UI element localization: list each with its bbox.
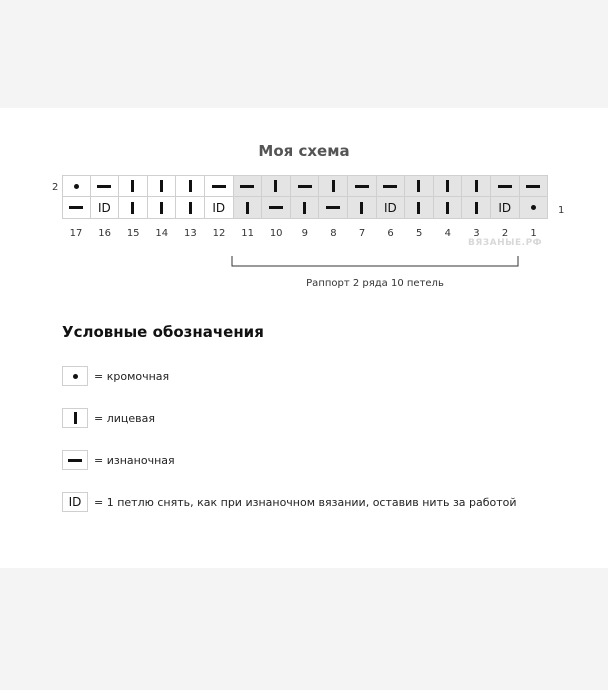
rapport-bracket (228, 254, 528, 274)
chart-title: Моя схема (258, 142, 350, 160)
column-number: 15 (126, 228, 140, 239)
legend-text: = лицевая (94, 411, 155, 425)
knit-stitch-symbol (446, 202, 449, 214)
chart-cell (234, 197, 263, 219)
watermark: ВЯЗАНЫЕ.РФ (468, 238, 543, 248)
chart-cell (348, 197, 377, 219)
slip-stitch-symbol: ID (68, 495, 82, 509)
chart-cell (462, 175, 491, 197)
purl-stitch-symbol (269, 206, 283, 209)
chart-cell (176, 197, 205, 219)
purl-stitch-symbol (97, 185, 111, 188)
legend-title: Условные обозначения (62, 323, 264, 341)
chart-cell (62, 175, 91, 197)
purl-stitch-symbol (355, 185, 369, 188)
knit-stitch-symbol (160, 202, 163, 214)
chart-cell (176, 175, 205, 197)
legend-symbol-box (62, 366, 88, 386)
knit-stitch-symbol (189, 202, 192, 214)
chart-cell (148, 175, 177, 197)
legend-symbol-box (62, 408, 88, 428)
legend-item (62, 366, 169, 386)
chart-cell (291, 175, 320, 197)
knit-stitch-symbol (189, 180, 192, 192)
chart-cell (491, 197, 520, 219)
purl-stitch-symbol (526, 185, 540, 188)
knit-stitch-symbol (360, 202, 363, 214)
row-number-right: 1 (558, 205, 565, 216)
column-number: 12 (212, 228, 226, 239)
knit-stitch-symbol (417, 180, 420, 192)
chart-cell (291, 197, 320, 219)
purl-stitch-symbol (68, 459, 82, 462)
column-number: 3 (473, 228, 480, 239)
knit-stitch-symbol (274, 180, 277, 192)
column-number: 2 (501, 228, 509, 239)
legend-text: = кромочная (94, 369, 170, 383)
chart-cell (148, 197, 177, 219)
chart-cell (91, 175, 120, 197)
chart-cell (434, 197, 463, 219)
knit-stitch-symbol (332, 180, 335, 192)
column-number: 10 (269, 228, 283, 239)
chart-cell (119, 175, 148, 197)
purl-stitch-symbol (240, 185, 254, 188)
slip-stitch-symbol: ID (498, 200, 512, 215)
legend-symbol-box (62, 450, 88, 470)
edge-stitch-symbol (73, 374, 78, 379)
legend-text: = 1 петлю снять, как при изнаночном вязании, оставив нить за работой (94, 495, 517, 509)
slip-stitch-symbol: ID (383, 200, 397, 215)
chart-cell (319, 175, 348, 197)
column-number: 4 (444, 228, 451, 239)
knit-stitch-symbol (131, 202, 134, 214)
chart-cell (491, 175, 520, 197)
chart-card (0, 108, 608, 568)
chart-cell (377, 175, 406, 197)
column-number: 17 (69, 228, 83, 239)
knitting-chart-grid (62, 175, 548, 219)
chart-cell (520, 175, 549, 197)
column-number: 16 (98, 228, 111, 239)
column-number: 7 (358, 228, 366, 239)
column-number: 11 (241, 228, 254, 239)
column-number: 14 (155, 228, 169, 239)
purl-stitch-symbol (298, 185, 312, 188)
purl-stitch-symbol (383, 185, 397, 188)
chart-cell (434, 175, 463, 197)
knit-stitch-symbol (475, 202, 478, 214)
slip-stitch-symbol: ID (98, 200, 111, 215)
legend-item (62, 408, 155, 428)
chart-cell (205, 175, 234, 197)
column-number: 6 (387, 228, 394, 239)
column-number: 9 (301, 228, 308, 239)
chart-cell (405, 175, 434, 197)
purl-stitch-symbol (212, 185, 226, 188)
chart-cell (405, 197, 434, 219)
chart-cell (462, 197, 491, 219)
chart-cell (262, 197, 291, 219)
chart-cell (319, 197, 348, 219)
legend-text: = изнаночная (94, 453, 175, 467)
column-number: 13 (184, 228, 197, 239)
edge-stitch-symbol (531, 205, 536, 210)
knit-stitch-symbol (160, 180, 163, 192)
slip-stitch-symbol: ID (212, 200, 226, 215)
knit-stitch-symbol (74, 412, 77, 424)
chart-cell (377, 197, 406, 219)
column-number: 5 (416, 228, 423, 239)
chart-cell (62, 197, 91, 219)
legend-item (62, 492, 517, 512)
legend-item (62, 450, 175, 470)
knit-stitch-symbol (303, 202, 306, 214)
legend-symbol-box (62, 492, 88, 512)
purl-stitch-symbol (498, 185, 512, 188)
chart-cell (520, 197, 549, 219)
knit-stitch-symbol (417, 202, 420, 214)
rapport-label: Раппорт 2 ряда 10 петель (306, 278, 444, 289)
knit-stitch-symbol (131, 180, 134, 192)
knit-stitch-symbol (446, 180, 449, 192)
chart-cell (205, 197, 234, 219)
knit-stitch-symbol (475, 180, 478, 192)
purl-stitch-symbol (326, 206, 340, 209)
chart-cell (262, 175, 291, 197)
chart-cell (234, 175, 263, 197)
chart-cell (91, 197, 120, 219)
row-number-left: 2 (52, 182, 59, 193)
column-number: 1 (530, 228, 537, 239)
edge-stitch-symbol (74, 184, 79, 189)
knit-stitch-symbol (246, 202, 249, 214)
chart-cell (119, 197, 148, 219)
chart-cell (348, 175, 377, 197)
purl-stitch-symbol (69, 206, 83, 209)
column-number: 8 (330, 228, 337, 239)
